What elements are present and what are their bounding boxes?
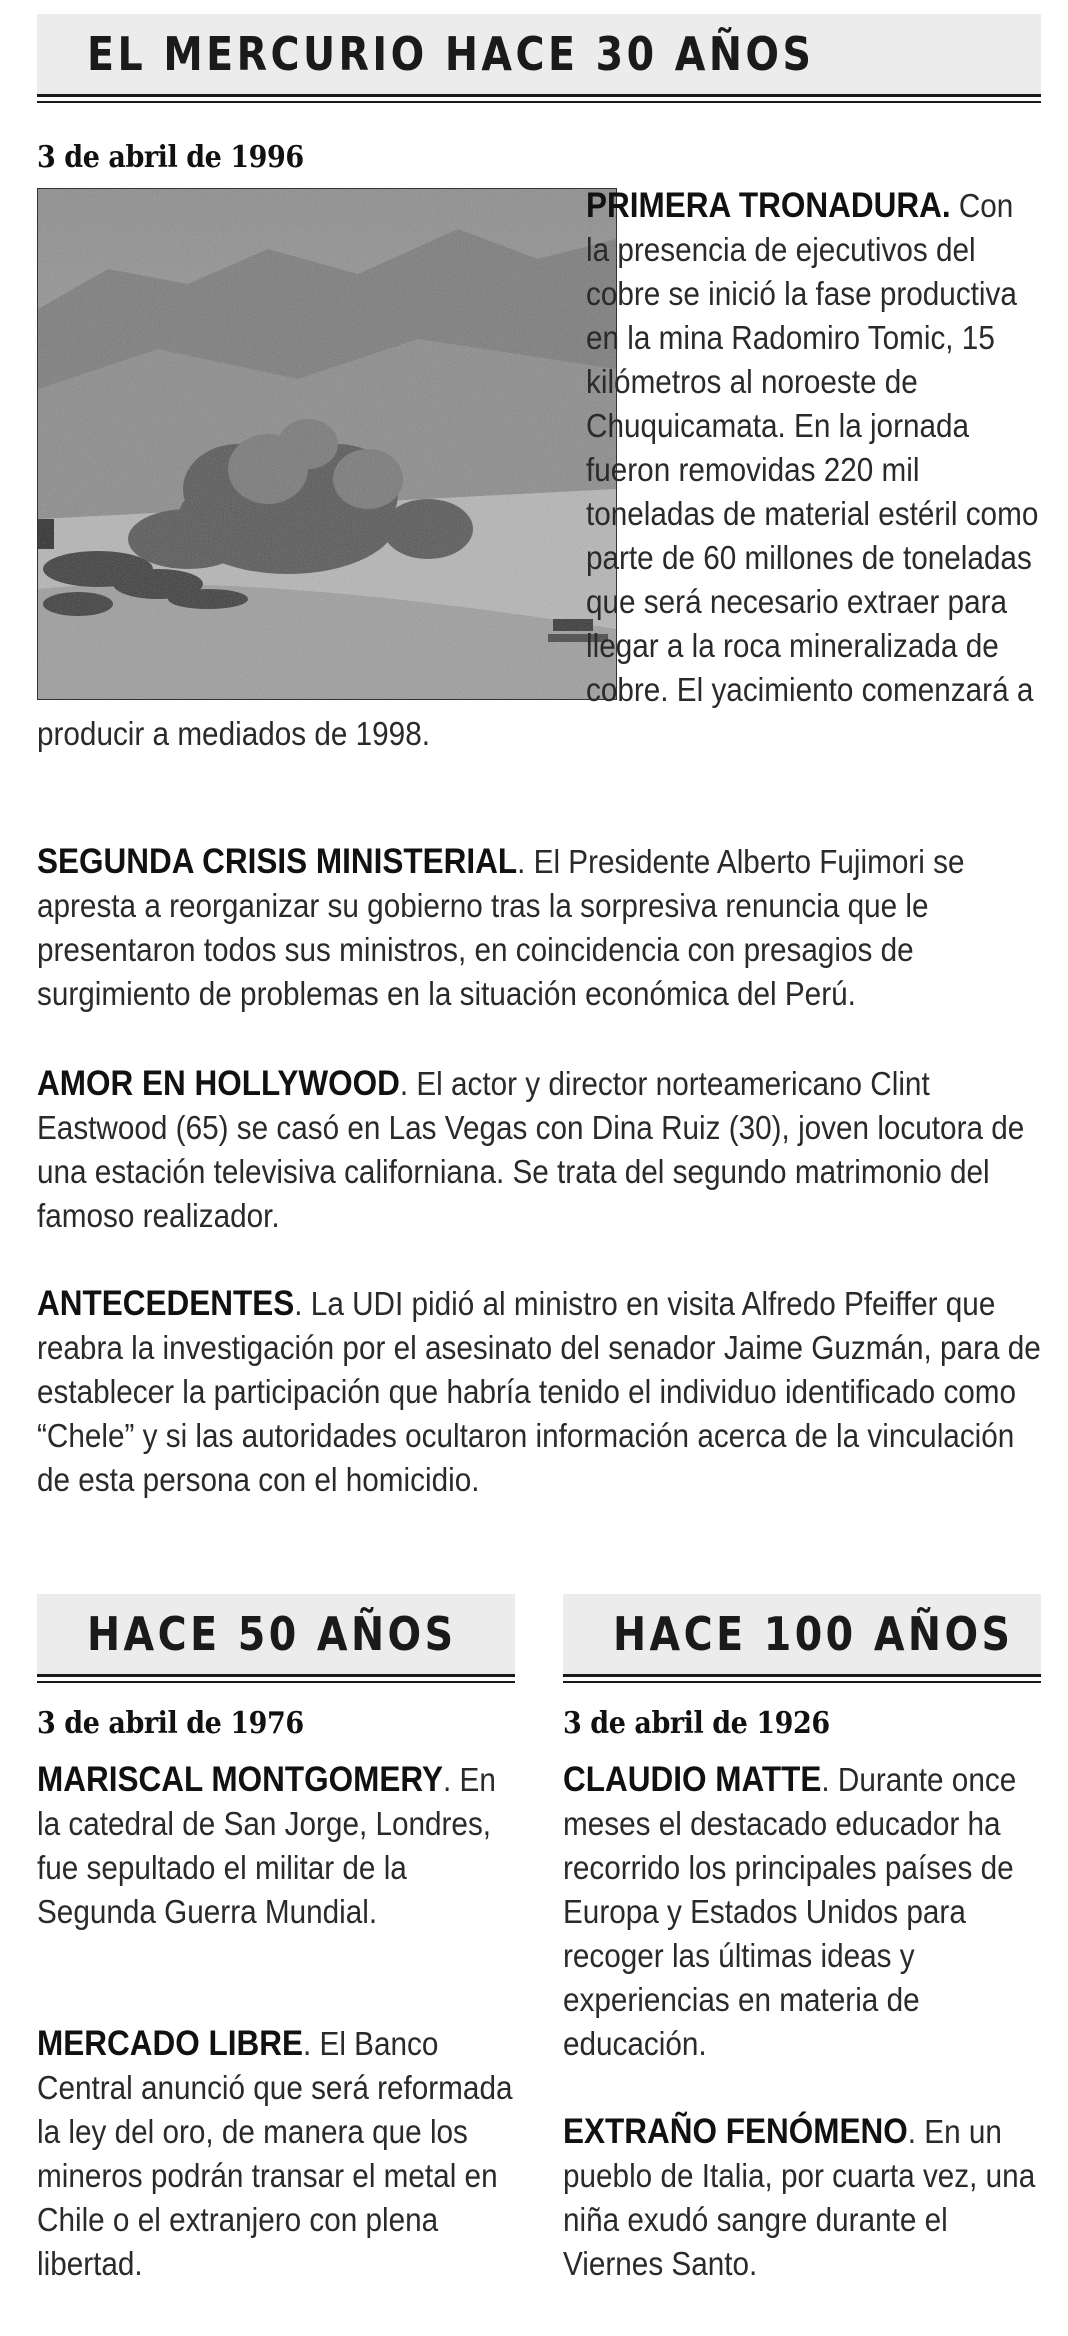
article-amor-hollywood: AMOR EN HOLLYWOOD. El actor y director norteamericano Clint Eastwood (65) se casó en Las Vegas con Dina Ruiz (30), joven locutora de una estación televisiva californiana. Se trata del segundo matrimonio del famoso realizador. bbox=[37, 1064, 1025, 1234]
article-mariscal-montgomery: MARISCAL MONTGOMERY. En la catedral de San Jorge, Londres, fue sepultado el militar de la Segunda Guerra Mundial. bbox=[37, 1760, 496, 1930]
headline-antecedentes: ANTECEDENTES bbox=[37, 1284, 295, 1323]
article-antecedentes: ANTECEDENTES. La UDI pidió al ministro en visita Alfredo Pfeiffer que reabra la investigación por el asesinato del senador Jaime Guzmán, para de establecer la participación que habría tenido el individuo identificado como “Chele” y si las autoridades ocultaron información acerca de la vinculación de esta persona con el homicidio. bbox=[37, 1284, 1041, 1498]
body-mariscal-montgomery: En la catedral de San Jorge, Londres, fue sepultado el militar de la Segunda Guerra Mundial. bbox=[37, 1761, 496, 1930]
body-extrano-fenomeno: En un pueblo de Italia, por cuarta vez, una niña exudó sangre durante el Viernes Santo. bbox=[563, 2113, 1036, 2282]
main-date: 3 de abril de 1996 bbox=[37, 140, 304, 175]
headline-primera-tronadura: PRIMERA TRONADURA bbox=[586, 186, 942, 225]
headline-amor-hollywood: AMOR EN HOLLYWOOD bbox=[37, 1064, 400, 1103]
main-banner bbox=[37, 14, 1041, 97]
date-hace-50: 3 de abril de 1976 bbox=[37, 1706, 304, 1741]
banner-hace-100-title: HACE 100 AÑOS bbox=[613, 1607, 1014, 1661]
banner-hace-100 bbox=[563, 1594, 1041, 1677]
article-mercado-libre: MERCADO LIBRE. El Banco Central anunció que será reformada la ley del oro, de manera que los mineros podrán transar el metal en Chile o el extranjero con plena libertad. bbox=[37, 2024, 513, 2282]
body-segunda-crisis: El Presidente Alberto Fujimori se apresta a reorganizar su gobierno tras la sorpresiva renuncia que le presentaron todos sus ministros, en coincidencia con presagios de surgimiento de problemas en la situación económica del Perú. bbox=[37, 843, 965, 1012]
main-banner-title: EL MERCURIO HACE 30 AÑOS bbox=[87, 27, 815, 81]
article-claudio-matte: CLAUDIO MATTE. Durante once meses el destacado educador ha recorrido los principales países de Europa y Estados Unidos para recoger las últimas ideas y experiencias en materia de educación. bbox=[563, 1760, 1017, 2062]
body-primera-tronadura: Con la presencia de ejecutivos del cobre se inició la fase productiva en la mina Radomiro Tomic, 15 kilómetros al noroeste de Chuquicamata. En la jornada fueron removidas 220 mil toneladas de material estéril como parte de 60 millones de toneladas que será necesario extraer para llegar a la roca mineralizada de cobre. El yacimiento comenzará a producir a mediados de 1998. bbox=[37, 187, 1039, 752]
article-primera-tronadura: PRIMERA TRONADURA. Con la presencia de ejecutivos del cobre se inició la fase productiva en la mina Radomiro Tomic, 15 kilómetros al noroeste de Chuquicamata. En la jornada fueron removidas 220 mil toneladas de material estéril como parte de 60 millones de toneladas que será necesario extraer para llegar a la roca mineralizada de cobre. El yacimiento comenzará a producir a mediados de 1998. bbox=[37, 186, 1039, 752]
headline-extrano-fenomeno: EXTRAÑO FENÓMENO bbox=[563, 2112, 908, 2151]
headline-mercado-libre: MERCADO LIBRE bbox=[37, 2024, 304, 2063]
body-mercado-libre: El Banco Central anunció que será reformada la ley del oro, de manera que los mineros podrán transar el metal en Chile o el extranjero con plena libertad. bbox=[37, 2025, 513, 2282]
headline-mariscal-montgomery: MARISCAL MONTGOMERY bbox=[37, 1760, 443, 1799]
article-extrano-fenomeno: EXTRAÑO FENÓMENO. En un pueblo de Italia, por cuarta vez, una niña exudó sangre durante el Viernes Santo. bbox=[563, 2112, 1036, 2282]
headline-segunda-crisis: SEGUNDA CRISIS MINISTERIAL bbox=[37, 842, 518, 881]
headline-claudio-matte: CLAUDIO MATTE bbox=[563, 1760, 822, 1799]
article-segunda-crisis: SEGUNDA CRISIS MINISTERIAL. El Presidente Alberto Fujimori se apresta a reorganizar su gobierno tras la sorpresiva renuncia que le presentaron todos sus ministros, en coincidencia con presagios de surgimiento de problemas en la situación económica del Perú. bbox=[37, 842, 965, 1012]
body-antecedentes: La UDI pidió al ministro en visita Alfredo Pfeiffer que reabra la investigación por el asesinato del senador Jaime Guzmán, para de establecer la participación que habría tenido el individuo identificado como “Chele” y si las autoridades ocultaron información acerca de la vinculación de esta persona con el homicidio. bbox=[37, 1285, 1041, 1498]
body-amor-hollywood: El actor y director norteamericano Clint Eastwood (65) se casó en Las Vegas con Dina Ruiz (30), joven locutora de una estación televisiva californiana. Se trata del segundo matrimonio del famoso realizador. bbox=[37, 1065, 1025, 1234]
date-hace-100: 3 de abril de 1926 bbox=[563, 1706, 830, 1741]
body-claudio-matte: Durante once meses el destacado educador ha recorrido los principales países de Europa y Estados Unidos para recoger las últimas ideas y experiencias en materia de educación. bbox=[563, 1761, 1017, 2062]
banner-hace-50-title: HACE 50 AÑOS bbox=[87, 1607, 457, 1661]
banner-hace-50 bbox=[37, 1594, 515, 1677]
